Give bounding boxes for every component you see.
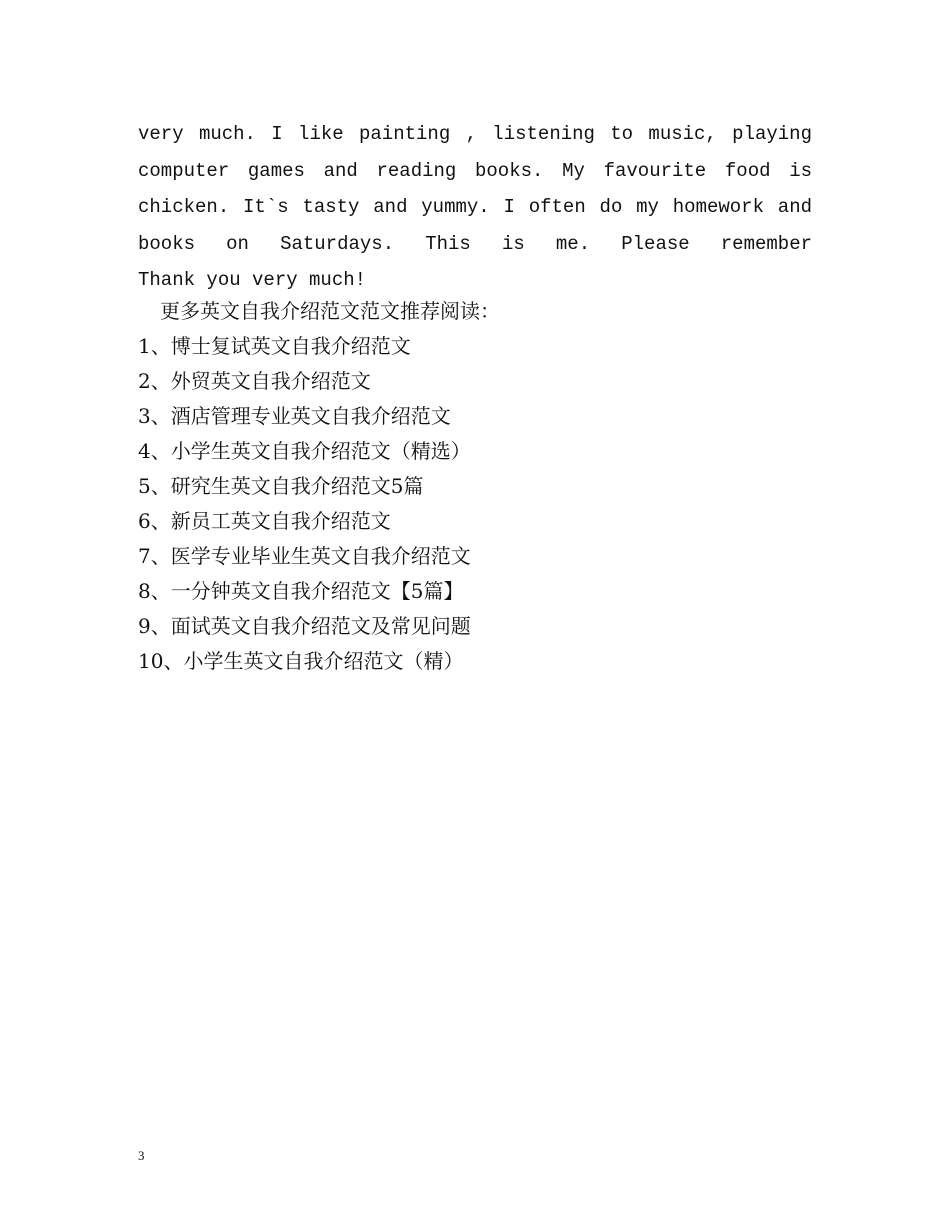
recommended-link[interactable]: 8、一分钟英文自我介绍范文【5篇】 — [138, 579, 464, 603]
recommended-link[interactable]: 10、小学生英文自我介绍范文（精） — [138, 649, 464, 673]
recommended-heading: 更多英文自我介绍范文范文推荐阅读： — [160, 299, 500, 323]
recommended-link[interactable]: 7、医学专业毕业生英文自我介绍范文 — [138, 544, 471, 568]
recommended-link[interactable]: 4、小学生英文自我介绍范文（精选） — [138, 439, 471, 463]
paragraph-line: very much. I like painting , listening to music, playing — [138, 123, 812, 145]
paragraph-line: computer games and reading books. My favourite food is — [138, 159, 812, 182]
recommended-link[interactable]: 1、博士复试英文自我介绍范文 — [138, 334, 411, 358]
recommended-link[interactable]: 9、面试英文自我介绍范文及常见问题 — [138, 614, 471, 638]
recommended-link[interactable]: 6、新员工英文自我介绍范文 — [138, 509, 391, 533]
recommended-link[interactable]: 3、酒店管理专业英文自我介绍范文 — [138, 404, 451, 428]
paragraph-line: books on Saturdays. This is me. Please remember — [138, 232, 812, 255]
paragraph-line: chicken. It`s tasty and yummy. I often do my homework and — [138, 196, 812, 218]
recommended-link[interactable]: 5、研究生英文自我介绍范文5篇 — [138, 474, 424, 498]
recommended-reading — [138, 294, 838, 679]
recommended-link[interactable]: 2、外贸英文自我介绍范文 — [138, 369, 371, 393]
paragraph-line: Thank you very much! — [138, 269, 367, 291]
english-paragraph — [138, 116, 812, 299]
page-number: 3 — [138, 1148, 145, 1163]
